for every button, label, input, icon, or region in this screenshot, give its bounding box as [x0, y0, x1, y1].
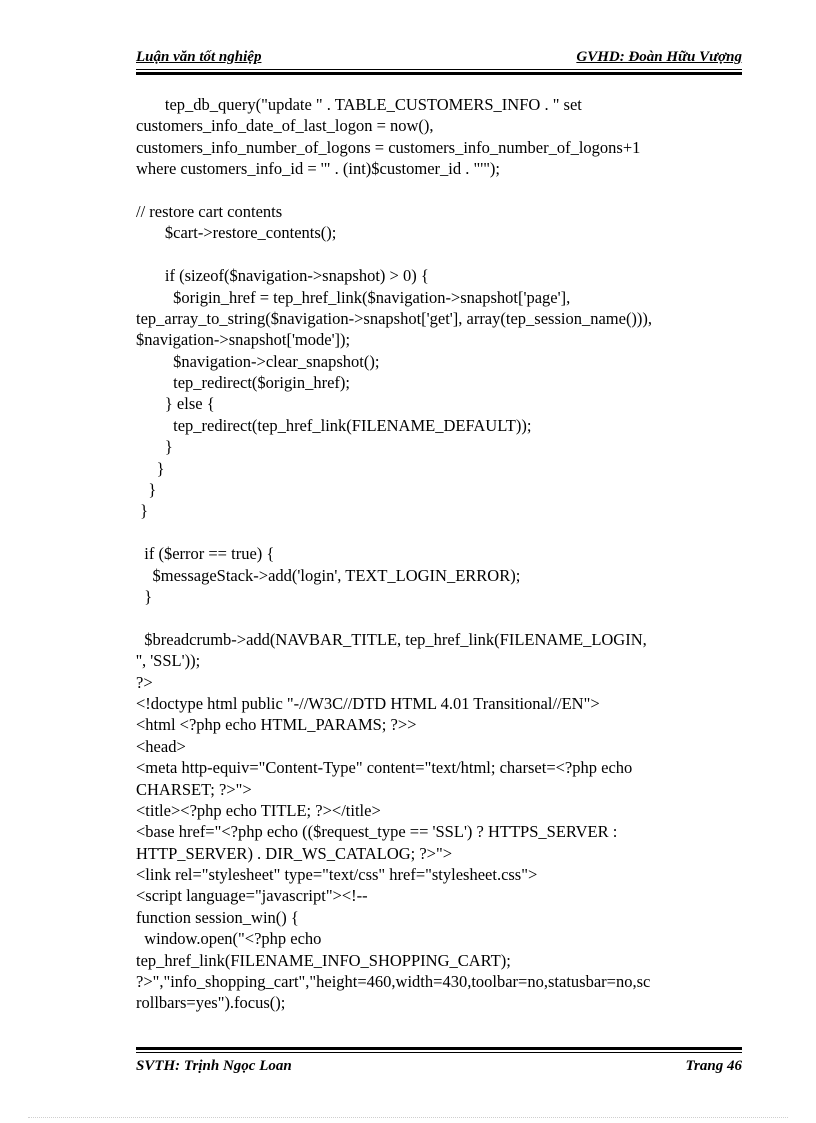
code-line: } [136, 501, 149, 521]
code-line: HTTP_SERVER) . DIR_WS_CATALOG; ?>"> [136, 843, 453, 863]
code-line: } [136, 480, 157, 500]
header-thesis-label: Luận văn tốt nghiệp [136, 49, 262, 65]
code-line: <head> [136, 736, 186, 756]
code-line: <!doctype html public "-//W3C//DTD HTML 4.01 Transitional//EN"> [136, 693, 600, 713]
code-line: function session_win() { [136, 907, 299, 927]
code-line: tep_db_query("update " . TABLE_CUSTOMERS_INFO . " set [136, 95, 582, 114]
code-line: } [136, 437, 173, 457]
code-line: rollbars=yes").focus(); [136, 993, 286, 1013]
page-footer [136, 1058, 742, 1080]
code-line: <html <?php echo HTML_PARAMS; ?>> [136, 715, 417, 735]
code-line: tep_redirect($origin_href); [136, 373, 350, 393]
code-line: <link rel="stylesheet" type="text/css" href="stylesheet.css"> [136, 865, 538, 885]
code-line: $navigation->clear_snapshot(); [136, 351, 380, 371]
code-line: } [136, 458, 165, 478]
code-line [136, 522, 746, 543]
code-line: $messageStack->add('login', TEXT_LOGIN_ERROR); [136, 565, 521, 585]
code-line: tep_array_to_string($navigation->snapshot['get'], array(tep_session_name())), [136, 308, 653, 328]
code-line: } else { [136, 394, 215, 414]
header-rule [136, 69, 742, 70]
code-line: CHARSET; ?>"> [136, 779, 252, 799]
code-line: ?>","info_shopping_cart","height=460,width=430,toolbar=no,statusbar=no,sc [136, 972, 651, 992]
code-line: <meta http-equiv="Content-Type" content="text/html; charset=<?php echo [136, 758, 633, 778]
code-line: <title><?php echo TITLE; ?></title> [136, 800, 381, 820]
code-line: <script language="javascript"><!-- [136, 886, 368, 906]
header-advisor-label: GVHD: Đoàn Hữu Vượng [576, 49, 742, 65]
code-line: $breadcrumb->add(NAVBAR_TITLE, tep_href_link(FILENAME_LOGIN, [136, 629, 647, 649]
footer-rule [136, 1052, 742, 1053]
code-listing [136, 94, 746, 1014]
code-line: customers_info_number_of_logons = customers_info_number_of_logons+1 [136, 137, 641, 157]
code-line: } [136, 586, 153, 606]
page-header [136, 47, 742, 69]
page-edge-divider [28, 1117, 788, 1118]
code-line: tep_href_link(FILENAME_INFO_SHOPPING_CART); [136, 950, 511, 970]
code-line: window.open("<?php echo [136, 929, 322, 949]
footer-rule-thick [136, 1047, 742, 1050]
code-line: customers_info_date_of_last_logon = now(), [136, 116, 434, 136]
code-line: $cart->restore_contents(); [136, 223, 337, 243]
code-line: if ($error == true) { [136, 544, 275, 564]
code-line [136, 180, 746, 201]
code-line: <base href="<?php echo (($request_type == 'SSL') ? HTTPS_SERVER : [136, 822, 618, 842]
code-line: $origin_href = tep_href_link($navigation->snapshot['page'], [136, 287, 571, 307]
code-line: ?> [136, 672, 153, 692]
footer-student-label: SVTH: Trịnh Ngọc Loan [136, 1058, 292, 1074]
header-rule-thick [136, 72, 742, 75]
code-line [136, 607, 746, 628]
code-line [136, 244, 746, 265]
code-line: if (sizeof($navigation->snapshot) > 0) { [136, 266, 429, 286]
code-line: where customers_info_id = '" . (int)$customer_id . "'"); [136, 159, 501, 179]
footer-page-number: Trang 46 [685, 1058, 742, 1074]
code-line: $navigation->snapshot['mode']); [136, 330, 351, 350]
code-line: tep_redirect(tep_href_link(FILENAME_DEFAULT)); [136, 415, 532, 435]
code-line: // restore cart contents [136, 201, 283, 221]
code-line: '', 'SSL')); [136, 651, 201, 671]
